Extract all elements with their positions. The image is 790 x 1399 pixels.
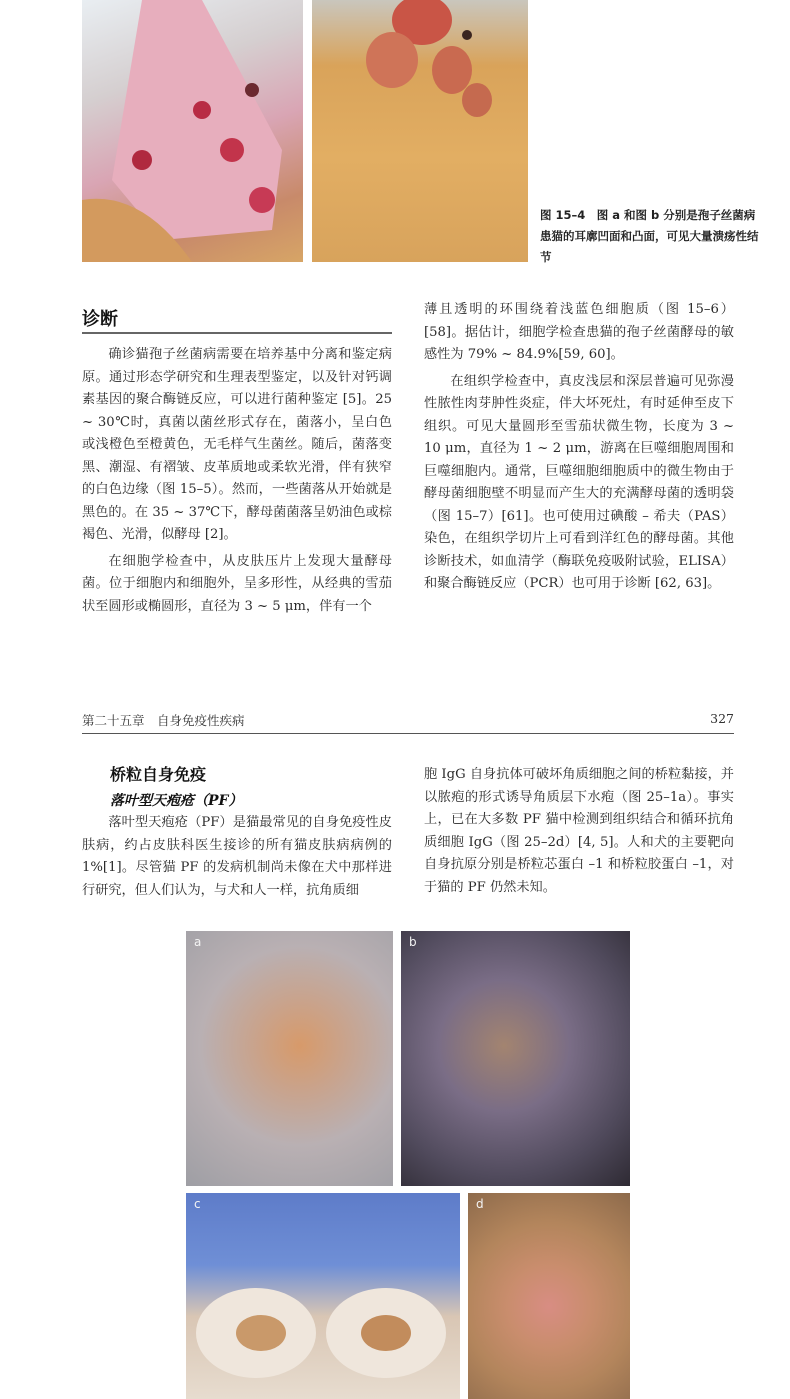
page-number: 327 <box>710 711 734 726</box>
photo-label-d: d <box>476 1197 484 1211</box>
section-heading-diagnosis: 诊断 <box>82 309 118 330</box>
paragraph: 落叶型天疱疮（PF）是猫最常见的自身免疫性皮肤病，约占皮肤科医生接诊的所有猫皮肤病病例的 1%[1]。尽管猫 PF 的发病机制尚未像在犬中那样进行研究，但人们认为，与犬和人一样，抗角质细 <box>82 815 392 898</box>
desmosome-right-column <box>424 764 734 899</box>
desmosome-left-column <box>82 812 392 902</box>
paragraph: 薄且透明的环围绕着浅蓝色细胞质（图 15–6）[58]。据估计，细胞学检查患猫的孢子丝菌酵母的敏感性为 79% ~ 84.9%[59, 60]。 <box>424 302 734 362</box>
figure-25-photo-b <box>401 931 630 1186</box>
photo-label-c: c <box>194 1197 201 1211</box>
figure-15-4-caption: 图 15–4 图 a 和图 b 分别是孢子丝菌病患猫的耳廓凹面和凸面，可见大量溃疡性结节 <box>540 208 759 264</box>
figure-25-photo-a <box>186 931 393 1186</box>
subheading-pemphigus-foliaceus: 落叶型天疱疮（PF） <box>110 793 243 809</box>
photo-label-a: a <box>194 935 202 949</box>
figure-15-4b-ear-convex-photo <box>312 0 528 262</box>
diagnosis-right-column <box>424 299 734 596</box>
figure-25-photo-d <box>468 1193 630 1399</box>
diagnosis-left-column <box>82 344 392 618</box>
figure-25-photo-c <box>186 1193 460 1399</box>
paragraph: 确诊猫孢子丝菌病需要在培养基中分离和鉴定病原。通过形态学研究和生理表型鉴定，以及针对钙调素基因的聚合酶链反应，可以进行菌种鉴定 [5]。25 ~ 30℃时，真菌以菌丝形式存在，菌落小，呈白色或浅橙色至橙黄色，无毛样气生菌丝。随后，菌落变黑、潮湿、有褶皱、皮革质地或柔软光滑，伴有狭窄的白色边缘（图 15–5）。然而，一些菌落从开始就是黑色的。在 35 ~ 37℃下，酵母菌菌落呈奶油色或棕褐色、光滑，似酵母 [2]。 <box>82 347 392 542</box>
photo-label-b: b <box>409 935 417 949</box>
section-heading-rule <box>82 332 392 334</box>
section-heading-desmosome: 桥粒自身免疫 <box>110 765 207 784</box>
chapter-title: 第二十五章 自身免疫性疾病 <box>82 713 245 728</box>
figure-15-4a-ear-concave-photo <box>82 0 303 262</box>
paragraph: 在组织学检查中，真皮浅层和深层普遍可见弥漫性脓性肉芽肿性炎症，伴大坏死灶，有时延伸至皮下组织。可见大量圆形至雪茄状微生物，长度为 3 ~ 10 μm，直径为 1 ~ 2 μm，游离在巨噬细胞周围和巨噬细胞内。通常，巨噬细胞细胞质中的微生物由于酵母菌细胞壁不明显而产生大的充满酵母菌的透明袋（图 15–7）[61]。也可使用过碘酸 – 希夫（PAS）染色，在组织学切片上可看到洋红色的酵母菌。其他诊断技术，如血清学（酶联免疫吸附试验，ELISA）和聚合酶链反应（PCR）也可用于诊断 [62, 63]。 <box>424 373 734 591</box>
paragraph: 胞 IgG 自身抗体可破坏角质细胞之间的桥粒黏接，并以脓疱的形式诱导角质层下水疱（图 25–1a）。事实上，已在大多数 PF 猫中检测到组织结合和循环抗角质细胞 IgG（图 25–2d）[4, 5]。人和犬的主要靶向自身抗原分别是桥粒芯蛋白 –1 和桥粒胶蛋白 –1，对于猫的 PF 仍然未知。 <box>424 767 734 895</box>
paragraph: 在细胞学检查中，从皮肤压片上发现大量酵母菌。位于细胞内和细胞外，呈多形性，从经典的雪茄状至圆形或椭圆形，直径为 3 ~ 5 μm，伴有一个 <box>82 553 392 614</box>
page-header-rule <box>82 733 734 734</box>
page-header <box>82 711 734 729</box>
